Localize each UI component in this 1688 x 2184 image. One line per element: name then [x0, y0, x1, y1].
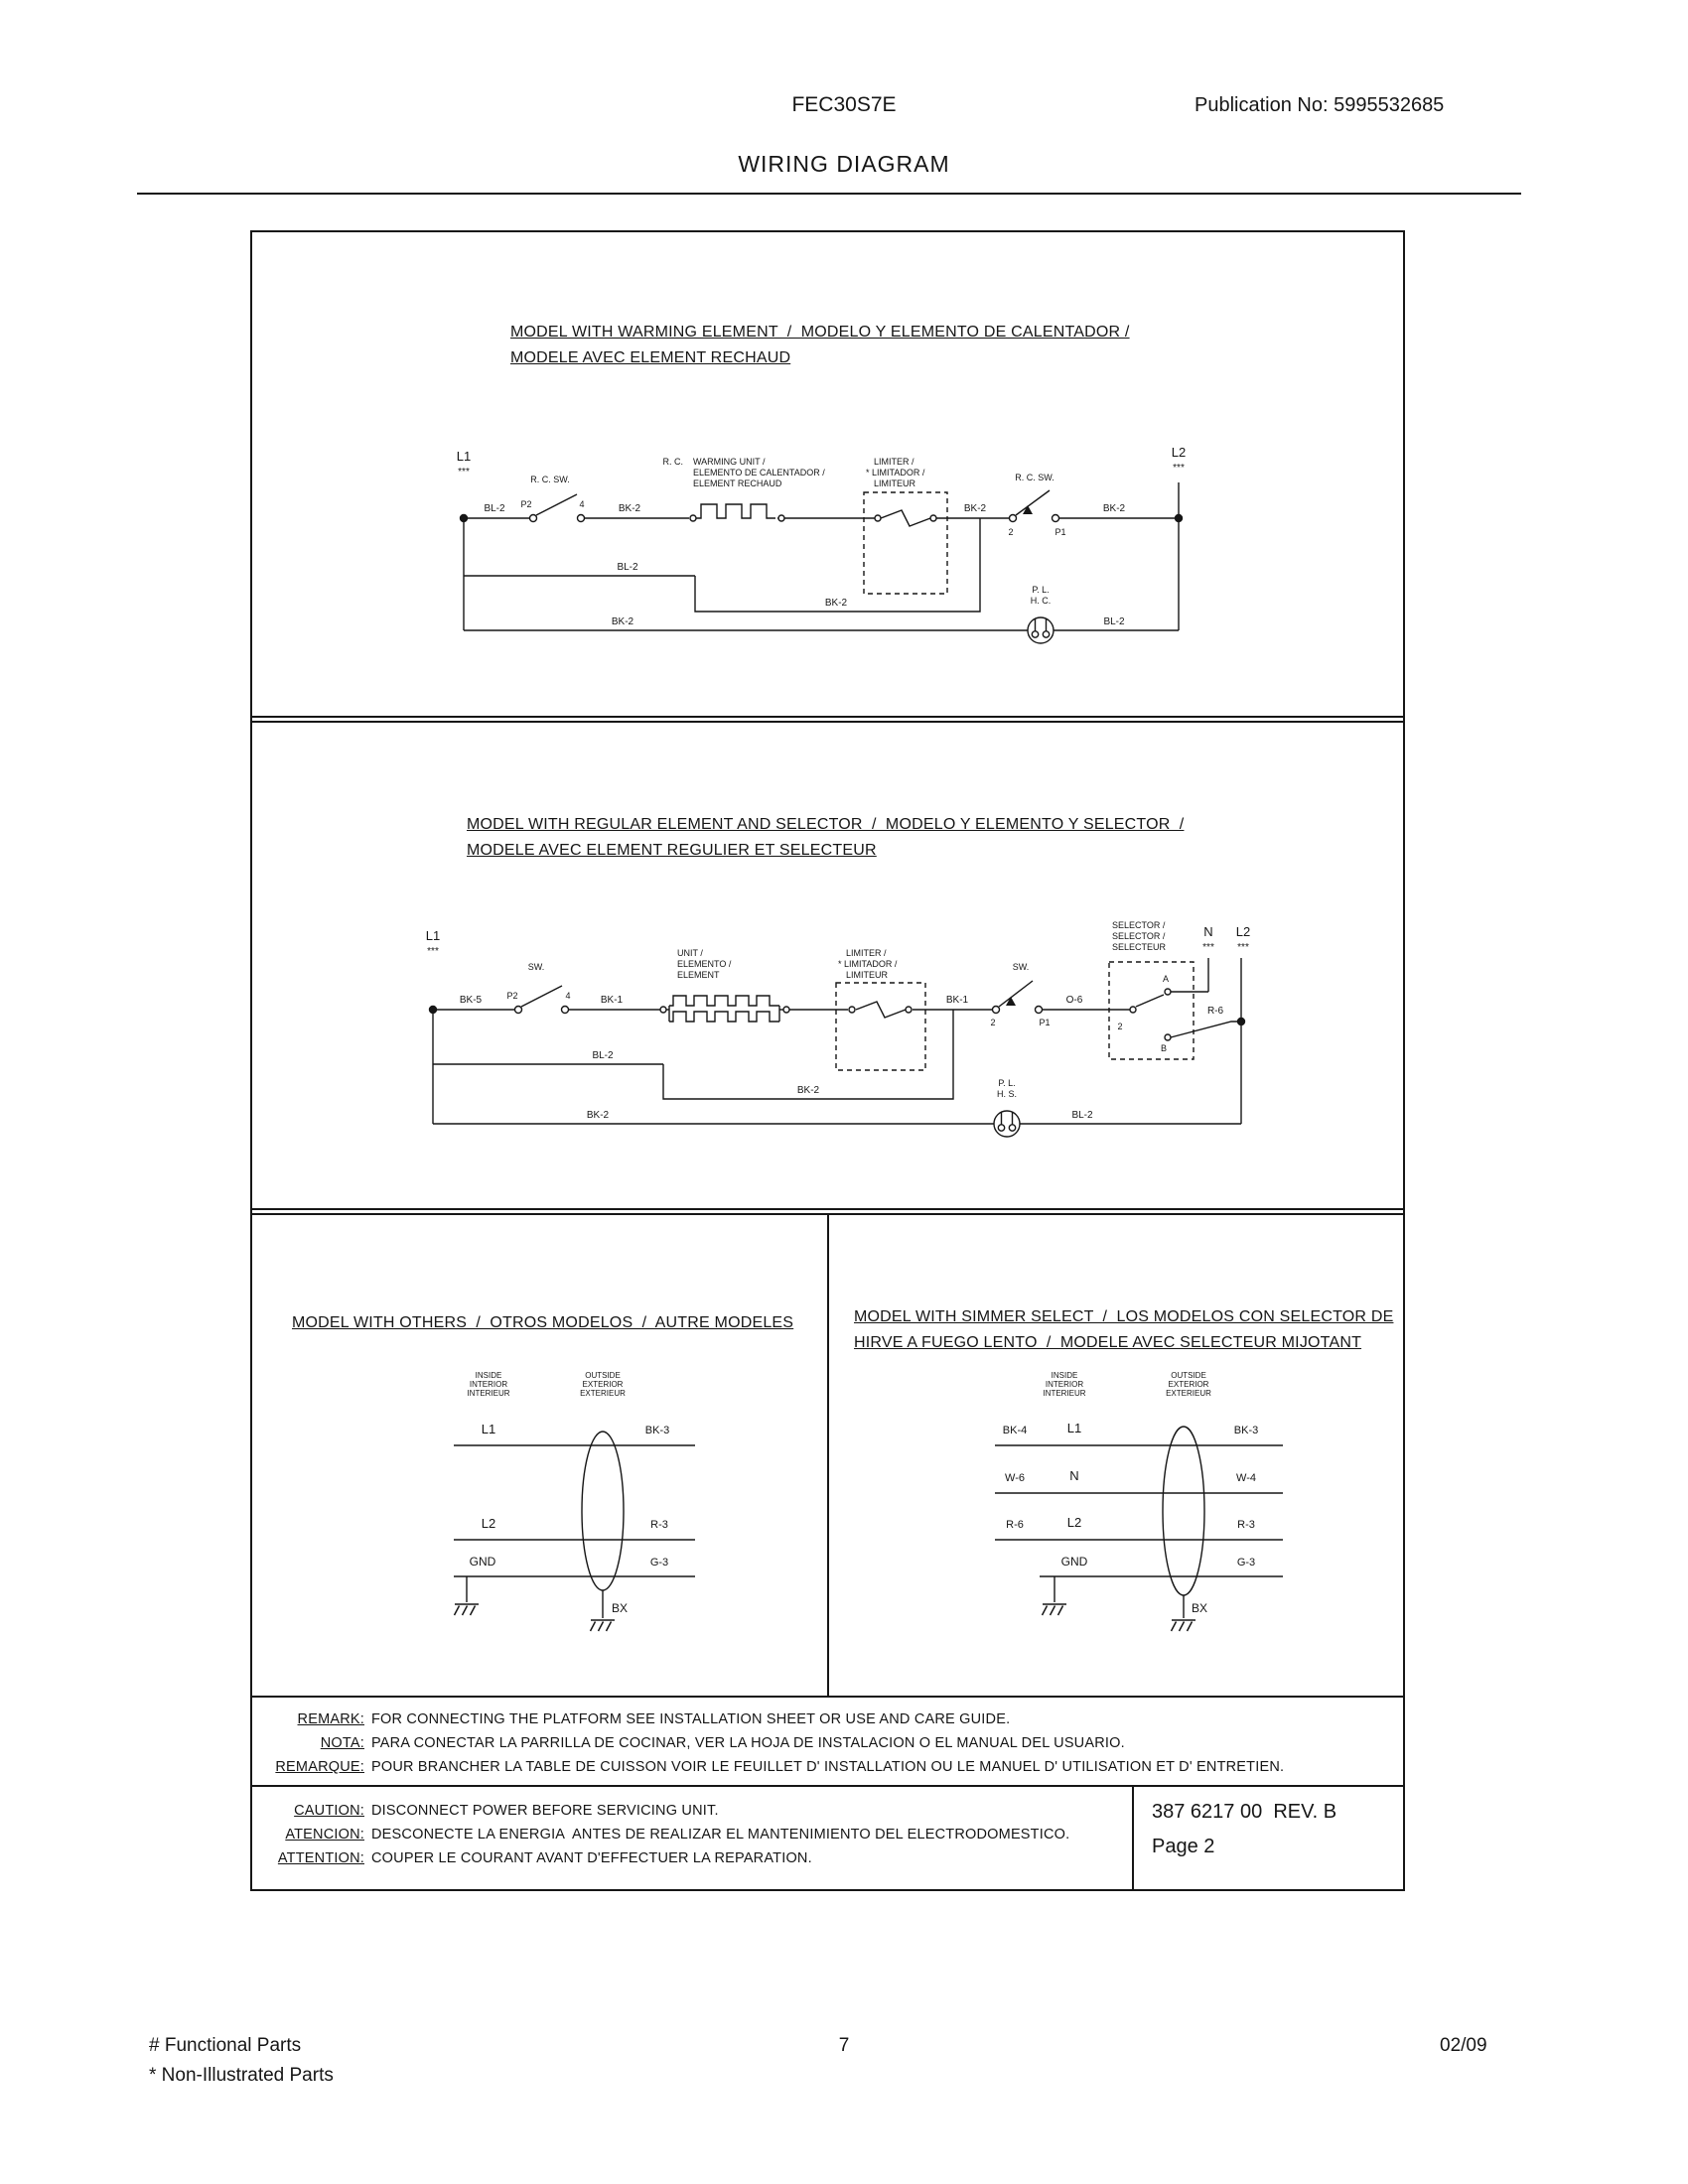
section-title-line1: MODEL WITH SIMMER SELECT / LOS MODELOS CON SELECTOR DE — [854, 1308, 1394, 1325]
section-title-line2: MODELE AVEC ELEMENT RECHAUD — [510, 349, 791, 366]
label-n: N — [1069, 1468, 1079, 1483]
label-limitador: * LIMITADOR / — [838, 959, 898, 969]
label-h-s: H. S. — [996, 1089, 1018, 1099]
pilot-light-icon — [994, 1111, 1020, 1137]
caution-text-area — [252, 1787, 1134, 1889]
label-sw: SW. — [527, 962, 545, 972]
caution-text: DESCONECTE LA ENERGIA ANTES DE REALIZAR EL MANTENIMIENTO DEL ELECTRODOMESTICO. — [371, 1827, 1070, 1843]
label-limiter: LIMITER / — [874, 457, 914, 467]
caution-label: ATENCION: — [285, 1827, 364, 1843]
label-bk-1: BK-1 — [600, 995, 624, 1006]
wiring-lines — [454, 1432, 695, 1631]
label-r-c: R. C. — [662, 457, 683, 467]
sheet-page-label: Page 2 — [1152, 1836, 1215, 1857]
section-title — [854, 1304, 1393, 1356]
label-bk-2: BK-2 — [796, 1085, 820, 1096]
section-regular-element-selector — [252, 721, 1403, 1210]
footer-non-illustrated-parts: * Non-Illustrated Parts — [149, 2065, 334, 2086]
label-sw: SW. — [1012, 962, 1030, 972]
label-gnd: GND — [469, 1555, 496, 1569]
label-p-l: P. L. — [998, 1078, 1016, 1088]
section-title-line2: MODELE AVEC ELEMENT REGULIER ET SELECTEUR — [467, 842, 877, 859]
label-b: B — [1160, 1043, 1168, 1053]
label-inside: INSIDE — [475, 1371, 502, 1380]
label-inside: INSIDE — [1051, 1371, 1078, 1380]
label-w-4: W-4 — [1236, 1472, 1256, 1484]
section-title-line1: MODEL WITH WARMING ELEMENT / MODELO Y ELEMENTO DE CALENTADOR / — [510, 324, 1130, 341]
label-2: 2 — [1117, 1022, 1123, 1031]
label-interior: INTERIOR — [1045, 1380, 1084, 1389]
section-title — [510, 320, 1130, 371]
label-r-3: R-3 — [1237, 1519, 1255, 1531]
label-bk-3: BK-3 — [1233, 1425, 1259, 1436]
label-r-3: R-3 — [650, 1519, 668, 1531]
label-limiter: LIMITER / — [846, 948, 887, 958]
label-element-rechaud: ELEMENT RECHAUD — [693, 478, 782, 488]
label-l1: L1 — [1066, 1421, 1082, 1435]
label-bk-2: BK-2 — [611, 616, 634, 627]
label-bk-2: BK-2 — [963, 503, 987, 514]
label-exterior: EXTERIOR — [1168, 1380, 1209, 1389]
label-bl-2: BL-2 — [1071, 1110, 1093, 1121]
section-cable-diagrams — [252, 1213, 1403, 1698]
label-exterieur: EXTERIEUR — [1166, 1389, 1211, 1398]
label-bk-2: BK-2 — [824, 598, 848, 609]
label-bk-4: BK-4 — [1002, 1425, 1028, 1436]
remark-label: NOTA: — [320, 1735, 364, 1751]
label-outside: OUTSIDE — [1171, 1371, 1206, 1380]
label-p-l: P. L. — [1032, 585, 1050, 595]
label-stars: *** — [1173, 463, 1185, 474]
label-element: ELEMENT — [677, 970, 720, 980]
label-l2: L2 — [1235, 924, 1251, 939]
label-g-3: G-3 — [1236, 1557, 1256, 1569]
caution-text: DISCONNECT POWER BEFORE SERVICING UNIT. — [371, 1803, 719, 1819]
section-title — [467, 812, 1184, 864]
label-bk-2: BK-2 — [1102, 503, 1126, 514]
label-l1: L1 — [456, 449, 472, 464]
caution-text: COUPER LE COURANT AVANT D'EFFECTUER LA REPARATION. — [371, 1850, 812, 1866]
caution-label: ATTENTION: — [277, 1850, 364, 1866]
label-interieur: INTERIEUR — [1043, 1389, 1086, 1398]
label-r-6: R-6 — [1206, 1006, 1224, 1017]
wiring-lines — [461, 482, 1183, 643]
label-gnd: GND — [1060, 1555, 1088, 1569]
footer-functional-parts: # Functional Parts — [149, 2035, 302, 2056]
document-number: 387 6217 00 REV. B — [1152, 1801, 1337, 1823]
section-title-line1: MODEL WITH OTHERS / OTROS MODELOS / AUTRE MODELES — [292, 1314, 794, 1331]
section-title — [292, 1310, 793, 1336]
label-r-c-sw: R. C. SW. — [1015, 473, 1055, 482]
caution-row — [252, 1846, 1132, 1870]
warming-element-schematic — [439, 437, 1223, 675]
wiring-diagram-panel — [250, 230, 1405, 1891]
remark-text: PARA CONECTAR LA PARRILLA DE COCINAR, VER LA HOJA DE INSTALACION O EL MANUAL DEL USUARIO. — [371, 1735, 1125, 1751]
label-2: 2 — [1008, 527, 1014, 537]
label-l2: L2 — [1066, 1515, 1082, 1530]
regular-element-schematic — [419, 910, 1263, 1188]
footer-date: 02/09 — [1440, 2035, 1487, 2056]
section-title-line2: HIRVE A FUEGO LENTO / MODELE AVEC SELECTEUR MIJOTANT — [854, 1334, 1362, 1351]
section-simmer-select — [829, 1215, 1403, 1696]
remark-label: REMARQUE: — [275, 1759, 364, 1775]
caution-row — [252, 1823, 1132, 1846]
label-bk-1: BK-1 — [945, 995, 969, 1006]
label-p1: P1 — [1055, 527, 1066, 537]
label-l2: L2 — [1171, 445, 1187, 460]
label-outside: OUTSIDE — [585, 1371, 621, 1380]
label-r-6: R-6 — [1006, 1519, 1024, 1531]
label-r-c-sw: R. C. SW. — [530, 475, 570, 484]
caution-label: CAUTION: — [294, 1803, 364, 1819]
label-elemento-de-calentador: ELEMENTO DE CALENTADOR / — [693, 468, 825, 478]
model-number: FEC30S7E — [791, 93, 897, 116]
label-2: 2 — [990, 1018, 996, 1027]
label-l2: L2 — [481, 1516, 496, 1531]
caution-box — [252, 1787, 1403, 1889]
label-l1: L1 — [425, 928, 441, 943]
label-p2: P2 — [520, 499, 532, 509]
label-selector: SELECTOR / — [1112, 920, 1166, 930]
label-stars: *** — [1237, 942, 1249, 953]
label-exterieur: EXTERIEUR — [580, 1389, 626, 1398]
label-warming-unit: WARMING UNIT / — [693, 457, 766, 467]
label-bl-2: BL-2 — [1103, 616, 1125, 627]
label-4: 4 — [565, 991, 571, 1001]
label-h-c: H. C. — [1030, 596, 1052, 606]
label-w-6: W-6 — [1005, 1472, 1025, 1484]
remark-box — [252, 1698, 1403, 1787]
label-limitador: * LIMITADOR / — [866, 468, 925, 478]
label-elemento: ELEMENTO / — [677, 959, 732, 969]
footer-page-number: 7 — [838, 2035, 850, 2056]
section-title-line1: MODEL WITH REGULAR ELEMENT AND SELECTOR / MODELO Y ELEMENTO Y SELECTOR / — [467, 816, 1185, 833]
header-rule — [137, 193, 1521, 195]
label-bk-5: BK-5 — [459, 995, 483, 1006]
label-limiteur: LIMITEUR — [846, 970, 889, 980]
remark-row — [252, 1707, 1403, 1731]
wiring-lines — [430, 958, 1245, 1137]
label-p2: P2 — [506, 991, 518, 1001]
label-unit: UNIT / — [677, 948, 703, 958]
ground-icon — [1172, 1620, 1196, 1631]
label-bl-2: BL-2 — [617, 562, 638, 573]
document-number-area — [1134, 1787, 1403, 1889]
label-o-6: O-6 — [1065, 995, 1083, 1006]
pilot-light-icon — [1028, 617, 1054, 643]
remark-label: REMARK: — [297, 1711, 364, 1727]
label-interior: INTERIOR — [469, 1380, 508, 1389]
label-bx: BX — [1192, 1601, 1208, 1615]
label-a: A — [1162, 974, 1170, 984]
label-bl-2: BL-2 — [484, 503, 505, 514]
label-stars: *** — [458, 467, 470, 478]
remark-row — [252, 1731, 1403, 1755]
ground-icon — [591, 1620, 616, 1631]
label-bl-2: BL-2 — [592, 1050, 614, 1061]
page-title: WIRING DIAGRAM — [738, 151, 950, 177]
label-stars: *** — [427, 946, 439, 957]
remark-text: FOR CONNECTING THE PLATFORM SEE INSTALLATION SHEET OR USE AND CARE GUIDE. — [371, 1711, 1011, 1727]
ground-icon — [455, 1604, 480, 1615]
label-n: N — [1203, 924, 1213, 939]
label-l1: L1 — [481, 1422, 496, 1436]
publication-number: Publication No: 5995532685 — [1195, 94, 1445, 116]
section-model-with-others — [252, 1215, 829, 1696]
label-limiteur: LIMITEUR — [874, 478, 916, 488]
section-warming-element — [252, 232, 1403, 718]
simmer-select-cable-schematic — [985, 1364, 1323, 1672]
label-bk-2: BK-2 — [618, 503, 641, 514]
label-bk-3: BK-3 — [644, 1425, 670, 1436]
ground-icon — [1043, 1604, 1067, 1615]
label-4: 4 — [579, 499, 585, 509]
remark-row — [252, 1755, 1403, 1779]
label-interieur: INTERIEUR — [467, 1389, 510, 1398]
label-bk-2: BK-2 — [586, 1110, 610, 1121]
label-stars: *** — [1202, 942, 1214, 953]
others-cable-schematic — [419, 1364, 737, 1672]
caution-row — [252, 1799, 1132, 1823]
label-exterior: EXTERIOR — [582, 1380, 624, 1389]
label-selector: SELECTOR / — [1112, 931, 1166, 941]
label-p1: P1 — [1039, 1018, 1051, 1027]
label-selecteur: SELECTEUR — [1112, 942, 1167, 952]
remark-text: POUR BRANCHER LA TABLE DE CUISSON VOIR LE FEUILLET D' INSTALLATION OU LE MANUEL D' UTILISATION ET D' ENTRETIEN. — [371, 1759, 1285, 1775]
label-bx: BX — [612, 1601, 629, 1615]
label-g-3: G-3 — [649, 1557, 669, 1569]
